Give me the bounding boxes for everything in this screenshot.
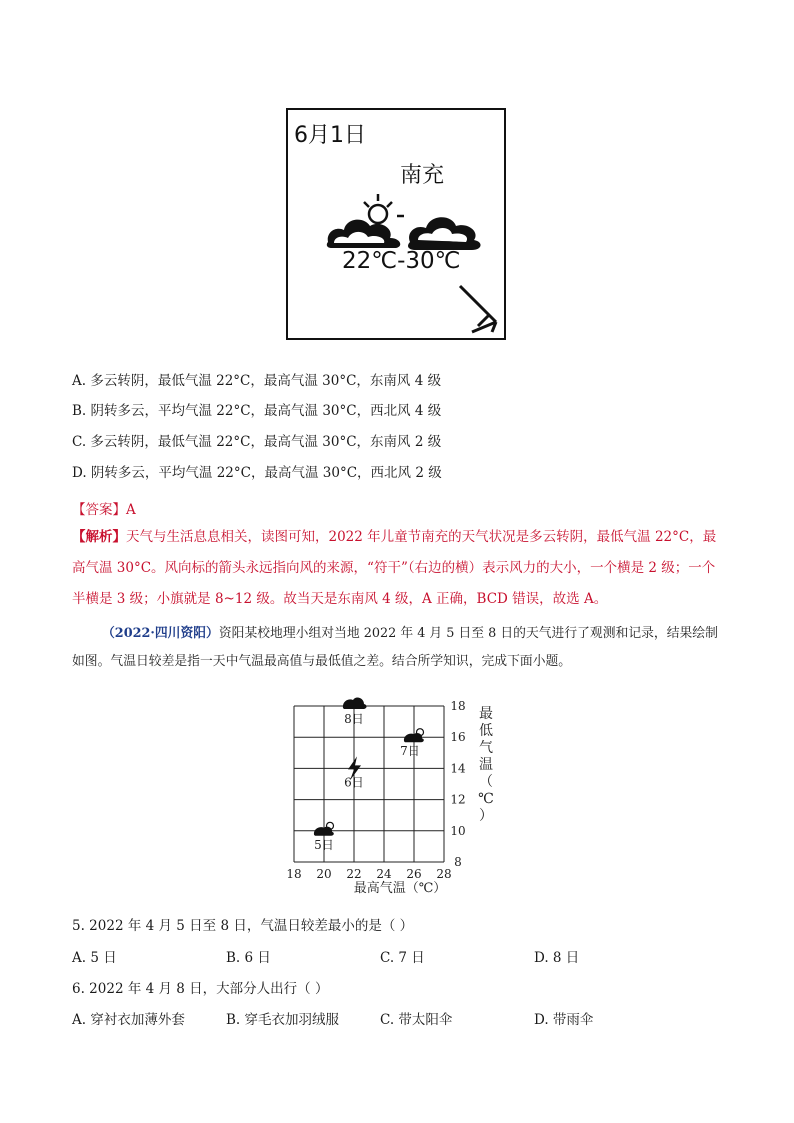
intro-source: （2022·四川资阳） bbox=[102, 626, 219, 641]
q6-option-d: D. 带雨伞 bbox=[534, 1012, 594, 1028]
y-axis-label-char: 温 bbox=[479, 757, 493, 773]
q6-option-b: B. 穿毛衣加羽绒服 bbox=[226, 1012, 340, 1028]
option-b: B. 阴转多云，平均气温 22°C，最高气温 30°C，西北风 4 级 bbox=[72, 403, 442, 419]
x-ticks bbox=[286, 867, 451, 881]
q6-option-a: A. 穿衬衣加薄外套 bbox=[72, 1012, 185, 1028]
intro-text: 资阳某校地理小组对当地 2022 年 4 月 5 日至 8 日的天气进行了观测和记录，结果绘制如图。气温日较差是指一天中气温最高值与最低值之差。结合所学知识，完成下面小题。 bbox=[72, 626, 718, 669]
y-axis-label-char: 气 bbox=[479, 740, 493, 756]
point-label: 5日 bbox=[314, 837, 334, 852]
x-tick-label: 18 bbox=[286, 867, 302, 881]
analysis bbox=[72, 522, 726, 615]
y-axis-label bbox=[478, 706, 494, 824]
x-tick-label: 28 bbox=[436, 867, 452, 881]
option-a: A. 多云转阴，最低气温 22°C，最高气温 30°C，东南风 4 级 bbox=[72, 373, 442, 389]
overcast-icon bbox=[343, 697, 367, 709]
option-d: D. 阴转多云，平均气温 22°C，最高气温 30°C，西北风 2 级 bbox=[72, 465, 442, 481]
y-tick-label: 16 bbox=[450, 730, 466, 745]
weather-card bbox=[286, 108, 506, 340]
overcast-cloud-icon bbox=[408, 217, 481, 250]
analysis-text: 天气与生活息息相关，读图可知，2022 年儿童节南充的天气状况是多云转阴，最低气温 22°C，最高气温 30°C。风向标的箭头永远指向风的来源，“符干”（右边的横）表示风力的大小，一个横是 2 级；一个半横是 3 级；小旗就是 8~12 级。故当天是东南风 4 级，A 正确，BCD 错误，故选 A。 bbox=[72, 529, 717, 607]
q5-option-c: C. 7 日 bbox=[380, 950, 425, 966]
answer-label: 【答案】 bbox=[72, 502, 126, 518]
x-tick-label: 20 bbox=[316, 867, 332, 881]
q5-stem: 5. 2022 年 4 月 5 日至 8 日，气温日较差最小的是（ ） bbox=[72, 918, 414, 934]
wind-barb-icon bbox=[456, 282, 504, 336]
x-tick-label: 22 bbox=[346, 867, 362, 881]
y-axis-label-char: ℃ bbox=[478, 791, 494, 807]
point-label: 7日 bbox=[400, 744, 420, 759]
q6-option-c: C. 带太阳伞 bbox=[380, 1012, 453, 1028]
data-points bbox=[314, 697, 424, 851]
q5-option-b: B. 6 日 bbox=[226, 950, 271, 966]
y-tick-label: 18 bbox=[450, 699, 466, 713]
temperature-chart bbox=[280, 696, 520, 900]
x-axis-label: 最高气温（℃） bbox=[353, 881, 447, 896]
y-axis-label-char: （ bbox=[479, 774, 493, 790]
analysis-label: 【解析】 bbox=[72, 529, 126, 545]
answer-value: A bbox=[126, 502, 136, 518]
card-date: 6月1日 bbox=[294, 123, 366, 148]
q5-option-d: D. 8 日 bbox=[534, 950, 580, 966]
y-ticks bbox=[450, 699, 466, 869]
q5-option-a: A. 5 日 bbox=[72, 950, 117, 966]
q6-stem: 6. 2022 年 4 月 8 日，大部分人出行（ ） bbox=[72, 981, 329, 997]
weather-icons bbox=[324, 190, 484, 252]
point-label: 8日 bbox=[344, 712, 364, 726]
y-tick-label: 10 bbox=[450, 823, 466, 838]
point-label: 6日 bbox=[344, 775, 364, 790]
y-tick-label: 14 bbox=[450, 761, 466, 776]
answer-line bbox=[72, 498, 136, 518]
y-tick-label: 8 bbox=[454, 855, 462, 869]
x-tick-label: 26 bbox=[406, 867, 422, 881]
card-temperature: 22℃-30℃ bbox=[342, 248, 461, 274]
card-city: 南充 bbox=[400, 163, 445, 188]
y-tick-label: 12 bbox=[450, 792, 466, 807]
partly-cloudy-icon bbox=[327, 194, 404, 248]
option-c: C. 多云转阴，最低气温 22°C，最高气温 30°C，东南风 2 级 bbox=[72, 434, 442, 450]
y-axis-label-char: 最 bbox=[479, 706, 493, 722]
x-tick-label: 24 bbox=[376, 867, 392, 881]
y-axis-label-char: 低 bbox=[479, 723, 493, 739]
y-axis-label-char: ） bbox=[479, 808, 493, 824]
question-intro bbox=[72, 620, 726, 676]
